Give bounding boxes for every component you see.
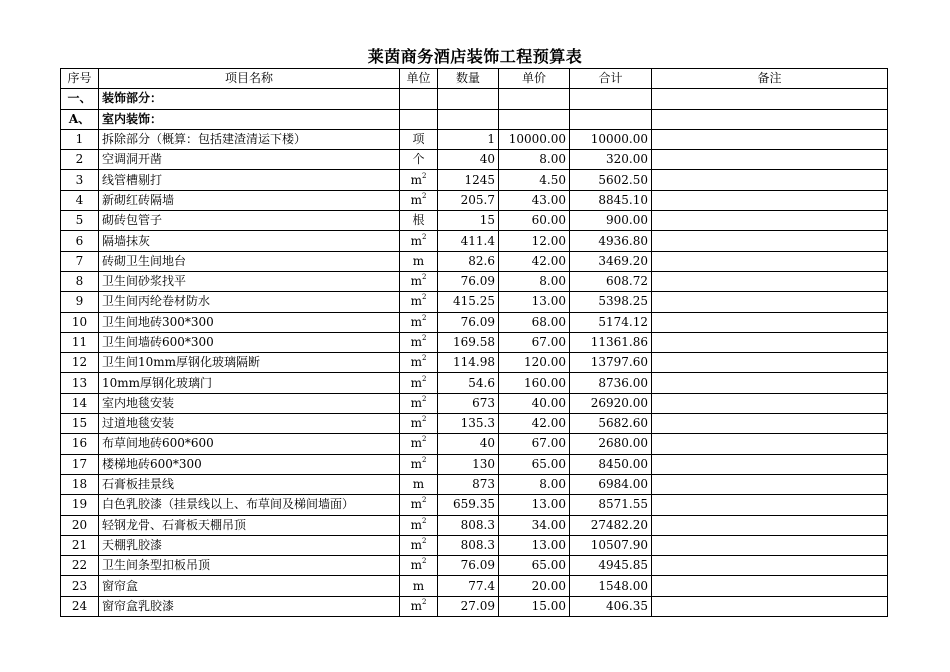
section-no[interactable]: A、 bbox=[61, 109, 99, 129]
table-row bbox=[61, 150, 888, 170]
cell-price[interactable]: 13.00 bbox=[499, 495, 570, 515]
cell-qty[interactable]: 77.4 bbox=[438, 576, 499, 596]
header-name[interactable]: 项目名称 bbox=[99, 69, 400, 89]
section-name[interactable]: 装饰部分： bbox=[99, 89, 400, 109]
cell-total[interactable]: 3469.20 bbox=[570, 251, 652, 271]
table-row bbox=[61, 535, 888, 555]
header-no[interactable]: 序号 bbox=[61, 69, 99, 89]
cell-price[interactable] bbox=[499, 89, 570, 109]
cell-unit[interactable] bbox=[400, 170, 438, 190]
cell-unit[interactable] bbox=[400, 129, 438, 149]
cell-price[interactable]: 65.00 bbox=[499, 454, 570, 474]
cell-qty[interactable]: 415.25 bbox=[438, 292, 499, 312]
cell-unit[interactable] bbox=[400, 211, 438, 231]
cell-unit[interactable] bbox=[400, 353, 438, 373]
cell-name[interactable]: 窗帘盒 bbox=[99, 576, 400, 596]
header-price[interactable]: 单价 bbox=[499, 69, 570, 89]
cell-name[interactable]: 布草间地砖600*600 bbox=[99, 434, 400, 454]
cell-no[interactable]: 20 bbox=[61, 515, 99, 535]
cell-no[interactable]: 15 bbox=[61, 414, 99, 434]
unit-text: m bbox=[410, 314, 422, 329]
cell-qty[interactable] bbox=[438, 89, 499, 109]
table-row bbox=[61, 393, 888, 413]
cell-no[interactable]: 1 bbox=[61, 129, 99, 149]
cell-note[interactable] bbox=[652, 353, 888, 373]
cell-price[interactable]: 65.00 bbox=[499, 556, 570, 576]
cell-note[interactable] bbox=[652, 129, 888, 149]
header-unit[interactable]: 单位 bbox=[400, 69, 438, 89]
cell-name[interactable]: 卫生间地砖300*300 bbox=[99, 312, 400, 332]
cell-unit[interactable] bbox=[400, 393, 438, 413]
cell-total[interactable]: 10000.00 bbox=[570, 129, 652, 149]
cell-name[interactable]: 卫生间墙砖600*300 bbox=[99, 332, 400, 352]
unit-text: m bbox=[410, 517, 422, 532]
cell-note[interactable] bbox=[652, 292, 888, 312]
cell-note[interactable] bbox=[652, 251, 888, 271]
unit-text: m bbox=[410, 416, 422, 431]
cell-name[interactable]: 过道地毯安装 bbox=[99, 414, 400, 434]
cell-price[interactable]: 120.00 bbox=[499, 353, 570, 373]
table-row bbox=[61, 292, 888, 312]
unit-superscript: 2 bbox=[421, 557, 427, 566]
cell-note[interactable] bbox=[652, 434, 888, 454]
cell-unit[interactable] bbox=[400, 190, 438, 210]
cell-note[interactable] bbox=[652, 373, 888, 393]
cell-name[interactable]: 天棚乳胶漆 bbox=[99, 535, 400, 555]
cell-unit[interactable] bbox=[400, 231, 438, 251]
unit-superscript: 2 bbox=[421, 293, 427, 302]
unit-text: m bbox=[412, 253, 425, 268]
cell-no[interactable]: 23 bbox=[61, 576, 99, 596]
cell-no[interactable]: 19 bbox=[61, 495, 99, 515]
cell-qty[interactable] bbox=[438, 109, 499, 129]
cell-qty[interactable]: 40 bbox=[438, 434, 499, 454]
cell-total[interactable]: 6984.00 bbox=[570, 474, 652, 494]
cell-price[interactable] bbox=[499, 109, 570, 129]
cell-unit[interactable] bbox=[400, 312, 438, 332]
cell-name[interactable]: 线管槽剔打 bbox=[99, 170, 400, 190]
cell-name[interactable]: 卫生间丙纶卷材防水 bbox=[99, 292, 400, 312]
cell-total[interactable]: 5682.60 bbox=[570, 414, 652, 434]
cell-name[interactable]: 10mm厚钢化玻璃门 bbox=[99, 373, 400, 393]
cell-qty[interactable]: 54.6 bbox=[438, 373, 499, 393]
table-row bbox=[61, 373, 888, 393]
table-row bbox=[61, 353, 888, 373]
cell-qty[interactable]: 82.6 bbox=[438, 251, 499, 271]
cell-note[interactable] bbox=[652, 596, 888, 616]
cell-unit[interactable] bbox=[400, 454, 438, 474]
cell-qty[interactable]: 76.09 bbox=[438, 556, 499, 576]
cell-price[interactable]: 13.00 bbox=[499, 292, 570, 312]
cell-qty[interactable]: 659.35 bbox=[438, 495, 499, 515]
cell-no[interactable]: 10 bbox=[61, 312, 99, 332]
cell-total[interactable]: 11361.86 bbox=[570, 332, 652, 352]
cell-qty[interactable]: 1 bbox=[438, 129, 499, 149]
cell-total[interactable]: 4936.80 bbox=[570, 231, 652, 251]
cell-unit[interactable] bbox=[400, 596, 438, 616]
unit-text: m bbox=[410, 436, 422, 451]
cell-name[interactable]: 轻钢龙骨、石膏板天棚吊顶 bbox=[99, 515, 400, 535]
cell-name[interactable]: 砖砌卫生间地台 bbox=[99, 251, 400, 271]
cell-price[interactable]: 15.00 bbox=[499, 596, 570, 616]
cell-unit[interactable] bbox=[400, 150, 438, 170]
cell-no[interactable]: 9 bbox=[61, 292, 99, 312]
table-row bbox=[61, 251, 888, 271]
cell-total[interactable]: 8736.00 bbox=[570, 373, 652, 393]
unit-superscript: 2 bbox=[421, 354, 427, 363]
budget-table bbox=[60, 68, 888, 617]
cell-unit[interactable] bbox=[400, 556, 438, 576]
cell-qty[interactable]: 76.09 bbox=[438, 312, 499, 332]
cell-no[interactable]: 2 bbox=[61, 150, 99, 170]
cell-qty[interactable]: 76.09 bbox=[438, 271, 499, 291]
cell-qty[interactable]: 873 bbox=[438, 474, 499, 494]
table-row bbox=[61, 211, 888, 231]
cell-note[interactable] bbox=[652, 556, 888, 576]
unit-text: m bbox=[410, 355, 422, 370]
cell-unit[interactable] bbox=[400, 251, 438, 271]
cell-unit[interactable] bbox=[400, 414, 438, 434]
cell-price[interactable]: 40.00 bbox=[499, 393, 570, 413]
unit-superscript: 2 bbox=[421, 415, 427, 424]
cell-qty[interactable]: 205.7 bbox=[438, 190, 499, 210]
table-row bbox=[61, 231, 888, 251]
unit-text: m bbox=[410, 598, 422, 613]
cell-total[interactable]: 406.35 bbox=[570, 596, 652, 616]
cell-note[interactable] bbox=[652, 271, 888, 291]
unit-text: m bbox=[410, 335, 422, 349]
cell-price[interactable]: 160.00 bbox=[499, 373, 570, 393]
unit-superscript: 2 bbox=[421, 435, 427, 444]
cell-no[interactable]: 4 bbox=[61, 190, 99, 210]
cell-price[interactable]: 20.00 bbox=[499, 576, 570, 596]
cell-qty[interactable]: 808.3 bbox=[438, 535, 499, 555]
unit-text: m bbox=[410, 294, 422, 309]
cell-price[interactable]: 67.00 bbox=[499, 434, 570, 454]
cell-note[interactable] bbox=[652, 150, 888, 170]
cell-no[interactable]: 11 bbox=[61, 332, 99, 352]
table-row bbox=[61, 170, 888, 190]
cell-no[interactable]: 24 bbox=[61, 596, 99, 616]
cell-name[interactable]: 卫生间10mm厚钢化玻璃隔断 bbox=[99, 353, 400, 373]
cell-price[interactable]: 43.00 bbox=[499, 190, 570, 210]
cell-total[interactable]: 5174.12 bbox=[570, 312, 652, 332]
unit-superscript: 2 bbox=[421, 536, 427, 545]
unit-text: m bbox=[410, 274, 422, 289]
cell-no[interactable]: 6 bbox=[61, 231, 99, 251]
cell-name[interactable]: 空调洞开凿 bbox=[99, 150, 400, 170]
unit-text: m bbox=[410, 395, 422, 410]
cell-no[interactable]: 12 bbox=[61, 353, 99, 373]
cell-unit[interactable] bbox=[400, 332, 438, 352]
sheet-title: 莱茵商务酒店装饰工程预算表 bbox=[367, 47, 583, 66]
cell-price[interactable]: 10000.00 bbox=[499, 129, 570, 149]
cell-price[interactable]: 8.00 bbox=[499, 150, 570, 170]
unit-text: m bbox=[410, 456, 422, 471]
cell-name[interactable]: 拆除部分（概算：包括建渣清运下楼） bbox=[99, 129, 400, 149]
cell-total[interactable]: 5398.25 bbox=[570, 292, 652, 312]
cell-note[interactable] bbox=[652, 109, 888, 129]
cell-price[interactable]: 60.00 bbox=[499, 211, 570, 231]
cell-note[interactable] bbox=[652, 332, 888, 352]
unit-text: 项 bbox=[412, 132, 425, 147]
unit-superscript: 2 bbox=[421, 273, 427, 282]
unit-text: m bbox=[410, 537, 422, 552]
cell-no[interactable]: 13 bbox=[61, 373, 99, 393]
cell-unit[interactable] bbox=[400, 89, 438, 109]
unit-text: 根 bbox=[412, 213, 425, 228]
unit-text: m bbox=[412, 578, 425, 593]
cell-note[interactable] bbox=[652, 231, 888, 251]
cell-unit[interactable] bbox=[400, 535, 438, 555]
unit-superscript: 2 bbox=[421, 232, 427, 241]
cell-total[interactable]: 8571.55 bbox=[570, 495, 652, 515]
cell-name[interactable]: 砌砖包管子 bbox=[99, 211, 400, 231]
cell-note[interactable] bbox=[652, 414, 888, 434]
cell-total[interactable]: 27482.20 bbox=[570, 515, 652, 535]
table-row bbox=[61, 312, 888, 332]
unit-superscript: 2 bbox=[421, 313, 427, 322]
cell-note[interactable] bbox=[652, 170, 888, 190]
cell-unit[interactable] bbox=[400, 373, 438, 393]
cell-total[interactable]: 4945.85 bbox=[570, 556, 652, 576]
cell-name[interactable]: 新砌红砖隔墙 bbox=[99, 190, 400, 210]
section-name[interactable]: 室内装饰： bbox=[99, 109, 400, 129]
cell-qty[interactable]: 27.09 bbox=[438, 596, 499, 616]
unit-superscript: 2 bbox=[421, 496, 427, 505]
unit-superscript: 2 bbox=[421, 597, 427, 606]
cell-note[interactable] bbox=[652, 454, 888, 474]
table-row bbox=[61, 495, 888, 515]
table-row bbox=[61, 515, 888, 535]
cell-total[interactable]: 26920.00 bbox=[570, 393, 652, 413]
cell-unit[interactable] bbox=[400, 109, 438, 129]
header-note[interactable]: 备注 bbox=[652, 69, 888, 89]
cell-note[interactable] bbox=[652, 312, 888, 332]
cell-note[interactable] bbox=[652, 515, 888, 535]
cell-note[interactable] bbox=[652, 535, 888, 555]
cell-unit[interactable] bbox=[400, 576, 438, 596]
unit-superscript: 2 bbox=[421, 455, 427, 464]
cell-no[interactable]: 17 bbox=[61, 454, 99, 474]
cell-name[interactable]: 石膏板挂景线 bbox=[99, 474, 400, 494]
header-total[interactable]: 合计 bbox=[570, 69, 652, 89]
cell-note[interactable] bbox=[652, 576, 888, 596]
cell-qty[interactable]: 673 bbox=[438, 393, 499, 413]
cell-total[interactable]: 10507.90 bbox=[570, 535, 652, 555]
cell-no[interactable]: 16 bbox=[61, 434, 99, 454]
cell-total[interactable]: 8845.10 bbox=[570, 190, 652, 210]
cell-name[interactable]: 隔墙抹灰 bbox=[99, 231, 400, 251]
cell-note[interactable] bbox=[652, 474, 888, 494]
table-row bbox=[61, 414, 888, 434]
section-row bbox=[61, 89, 888, 109]
cell-unit[interactable] bbox=[400, 292, 438, 312]
cell-qty[interactable]: 130 bbox=[438, 454, 499, 474]
cell-note[interactable] bbox=[652, 89, 888, 109]
cell-total[interactable]: 5602.50 bbox=[570, 170, 652, 190]
table-row bbox=[61, 332, 888, 352]
table-row bbox=[61, 271, 888, 291]
cell-no[interactable]: 14 bbox=[61, 393, 99, 413]
unit-superscript: 2 bbox=[421, 334, 427, 342]
cell-total[interactable]: 2680.00 bbox=[570, 434, 652, 454]
cell-price[interactable]: 42.00 bbox=[499, 414, 570, 434]
cell-qty[interactable]: 114.98 bbox=[438, 353, 499, 373]
cell-qty[interactable]: 808.3 bbox=[438, 515, 499, 535]
cell-price[interactable]: 8.00 bbox=[499, 271, 570, 291]
table-row bbox=[61, 190, 888, 210]
cell-total[interactable]: 13797.60 bbox=[570, 353, 652, 373]
cell-total[interactable] bbox=[570, 89, 652, 109]
cell-price[interactable]: 8.00 bbox=[499, 474, 570, 494]
cell-qty[interactable]: 1245 bbox=[438, 170, 499, 190]
unit-superscript: 2 bbox=[421, 516, 427, 525]
cell-name[interactable]: 白色乳胶漆（挂景线以上、布草间及梯间墙面） bbox=[99, 495, 400, 515]
cell-name[interactable]: 楼梯地砖600*300 bbox=[99, 454, 400, 474]
cell-note[interactable] bbox=[652, 495, 888, 515]
cell-price[interactable]: 4.50 bbox=[499, 170, 570, 190]
header-row bbox=[61, 69, 888, 89]
cell-no[interactable]: 22 bbox=[61, 556, 99, 576]
cell-total[interactable]: 8450.00 bbox=[570, 454, 652, 474]
unit-text: m bbox=[412, 477, 425, 492]
cell-qty[interactable]: 411.4 bbox=[438, 231, 499, 251]
cell-total[interactable]: 320.00 bbox=[570, 150, 652, 170]
cell-unit[interactable] bbox=[400, 271, 438, 291]
cell-unit[interactable] bbox=[400, 434, 438, 454]
cell-name[interactable]: 窗帘盒乳胶漆 bbox=[99, 596, 400, 616]
cell-qty[interactable]: 135.3 bbox=[438, 414, 499, 434]
unit-superscript: 2 bbox=[421, 394, 427, 403]
cell-note[interactable] bbox=[652, 211, 888, 231]
cell-price[interactable]: 34.00 bbox=[499, 515, 570, 535]
unit-text: m bbox=[410, 172, 422, 187]
table-row bbox=[61, 474, 888, 494]
unit-text: 个 bbox=[412, 152, 425, 167]
cell-unit[interactable] bbox=[400, 495, 438, 515]
unit-text: m bbox=[410, 375, 422, 390]
cell-name[interactable]: 卫生间条型扣板吊顶 bbox=[99, 556, 400, 576]
cell-price[interactable]: 68.00 bbox=[499, 312, 570, 332]
table-row bbox=[61, 454, 888, 474]
cell-no[interactable]: 21 bbox=[61, 535, 99, 555]
unit-text: m bbox=[410, 233, 422, 248]
cell-total[interactable] bbox=[570, 109, 652, 129]
unit-text: m bbox=[410, 497, 422, 512]
cell-note[interactable] bbox=[652, 190, 888, 210]
cell-qty[interactable]: 40 bbox=[438, 150, 499, 170]
cell-price[interactable]: 13.00 bbox=[499, 535, 570, 555]
cell-qty[interactable]: 15 bbox=[438, 211, 499, 231]
unit-superscript: 2 bbox=[421, 374, 427, 383]
table-row bbox=[61, 576, 888, 596]
cell-no[interactable]: 8 bbox=[61, 271, 99, 291]
cell-price[interactable]: 12.00 bbox=[499, 231, 570, 251]
cell-unit[interactable] bbox=[400, 515, 438, 535]
table-row bbox=[61, 596, 888, 616]
unit-superscript: 2 bbox=[421, 191, 427, 200]
cell-total[interactable]: 900.00 bbox=[570, 211, 652, 231]
header-qty[interactable]: 数量 bbox=[438, 69, 499, 89]
cell-total[interactable]: 1548.00 bbox=[570, 576, 652, 596]
cell-no[interactable]: 18 bbox=[61, 474, 99, 494]
cell-no[interactable]: 7 bbox=[61, 251, 99, 271]
cell-total[interactable]: 608.72 bbox=[570, 271, 652, 291]
section-no[interactable]: 一、 bbox=[61, 89, 99, 109]
cell-unit[interactable] bbox=[400, 474, 438, 494]
cell-note[interactable] bbox=[652, 393, 888, 413]
unit-text: m bbox=[410, 192, 422, 207]
table-row bbox=[61, 434, 888, 454]
cell-no[interactable]: 3 bbox=[61, 170, 99, 190]
section-row bbox=[61, 109, 888, 129]
cell-no[interactable]: 5 bbox=[61, 211, 99, 231]
cell-name[interactable]: 室内地毯安装 bbox=[99, 393, 400, 413]
unit-text: m bbox=[410, 558, 422, 573]
unit-superscript: 2 bbox=[421, 171, 427, 180]
cell-qty[interactable]: 169.58 bbox=[438, 332, 499, 352]
cell-name[interactable]: 卫生间砂浆找平 bbox=[99, 271, 400, 291]
table-row bbox=[61, 129, 888, 149]
cell-price[interactable]: 42.00 bbox=[499, 251, 570, 271]
cell-price[interactable]: 67.00 bbox=[499, 332, 570, 352]
table-row bbox=[61, 556, 888, 576]
